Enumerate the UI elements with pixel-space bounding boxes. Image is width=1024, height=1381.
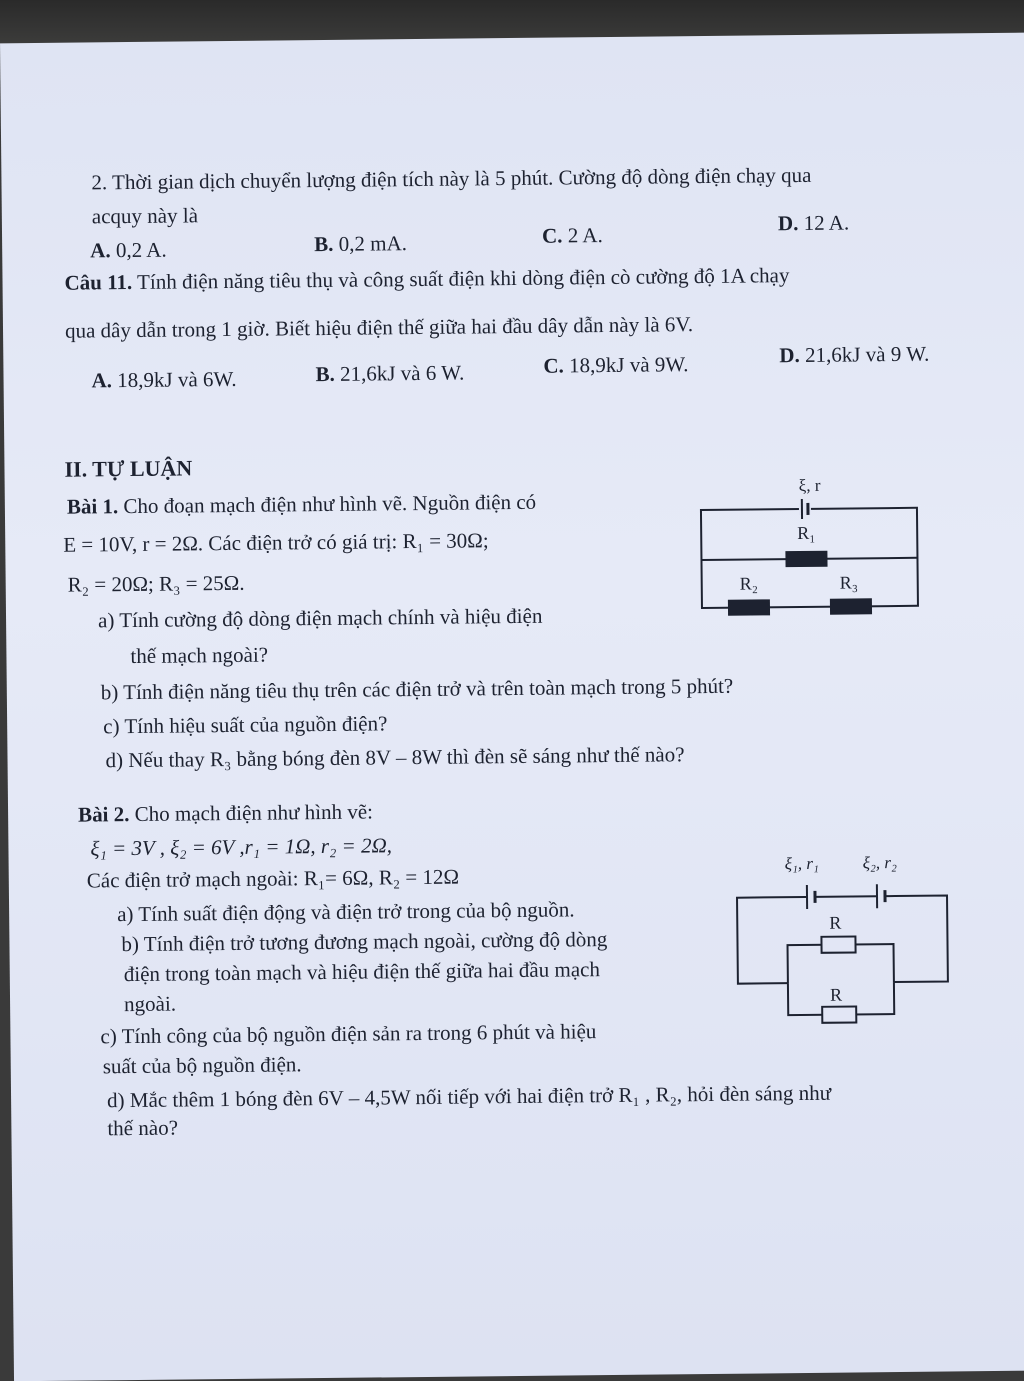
circuit-2-between-sources xyxy=(815,896,877,897)
circuit-2-source1-label: ξ₁, r₁ xyxy=(785,854,819,873)
bai2-part-d1: d) Mắc thêm 1 bóng đèn 6V – 4,5W nối tiếp với hai điện trở R₁ , R₂, hỏi đèn sáng như xyxy=(107,1081,831,1114)
circuit-2-source2-label: ξ₂, r₂ xyxy=(863,853,898,872)
q11-line1: Câu 11. Tính điện năng tiêu thụ và công suất điện khi dòng điện cò cường độ 1A chạy xyxy=(64,263,789,296)
q11-option-b: B. 21,6kJ và 6 W. xyxy=(315,361,464,388)
circuit-1-r2-label: R₂ xyxy=(740,573,758,593)
q11-option-a: A. 18,9kJ và 6W. xyxy=(91,367,236,394)
circuit-1-r3-label: R₃ xyxy=(840,572,858,592)
circuit-1-source-label: ξ, r xyxy=(799,476,821,495)
bai2-line2: ξ₁ = 3V , ξ₂ = 6V ,r₁ = 1Ω, r₂ = 2Ω, xyxy=(90,833,392,861)
q10-part2-line1: 2. Thời gian dịch chuyển lượng điện tích này là 5 phút. Cường độ dòng điện chạy qua xyxy=(91,163,811,196)
bai1-part-d: d) Nếu thay R₃ bằng bóng đèn 8V – 8W thì đèn sẽ sáng như thế nào? xyxy=(105,742,684,773)
bai2-part-b1: b) Tính điện trở tương đương mạch ngoài, cường độ dòng xyxy=(121,927,607,957)
q11-option-c: C. 18,9kJ và 9W. xyxy=(543,352,688,379)
q10-option-d: D. 12 A. xyxy=(778,210,849,236)
bai2-line3: Các điện trở mạch ngoài: R₁= 6Ω, R₂ = 12Ω xyxy=(87,865,460,894)
q10-option-a: A. 0,2 A. xyxy=(90,238,167,264)
circuit-diagram-2 xyxy=(726,833,958,1025)
circuit-1-r1 xyxy=(785,551,827,567)
bai1-line3: R₂ = 20Ω; R₃ = 25Ω. xyxy=(68,571,245,598)
circuit-2-left-wire xyxy=(737,897,806,984)
bai2-part-c2: suất của bộ nguồn điện. xyxy=(103,1052,302,1079)
q10-option-c: C. 2 A. xyxy=(542,223,603,249)
bai2-part-b3: ngoài. xyxy=(124,992,176,1018)
q10-part2-line2: acquy này là xyxy=(92,203,198,229)
bai2-part-b2: điện trong toàn mạch và hiệu điện thế giữa hai đầu mạch xyxy=(124,957,600,987)
q10-option-b: B. 0,2 mA. xyxy=(314,231,407,257)
circuit-diagram-1 xyxy=(693,466,935,619)
bai2-part-d2: thế nào? xyxy=(107,1116,178,1142)
bai1-part-a1: a) Tính cường độ dòng điện mạch chính và hiệu điện xyxy=(98,604,543,634)
bai1-line2: E = 10V, r = 2Ω. Các điện trở có giá trị: R₁ = 30Ω; xyxy=(63,528,489,558)
circuit-2-resistor-top xyxy=(821,936,855,952)
circuit-1-r3 xyxy=(830,598,872,614)
section-title: II. TỰ LUẬN xyxy=(64,455,192,483)
circuit-2-resistor-top-label: R xyxy=(829,913,841,933)
exam-sheet xyxy=(0,33,1024,1381)
bai1-part-a2: thế mạch ngoài? xyxy=(130,643,268,670)
bai1-part-c: c) Tính hiệu suất của nguồn điện? xyxy=(103,711,387,739)
q11-line2: qua dây dẫn trong 1 giờ. Biết hiệu điện thế giữa hai đầu dây dẫn này là 6V. xyxy=(65,312,693,344)
bai2-part-a: a) Tính suất điện động và điện trở trong của bộ nguồn. xyxy=(117,897,575,927)
circuit-1-r1-label: R₁ xyxy=(797,523,815,543)
q11-option-d: D. 21,6kJ và 9 W. xyxy=(779,342,929,369)
bai1-part-b: b) Tính điện năng tiêu thụ trên các điện trở và trên toàn mạch trong 5 phút? xyxy=(101,674,734,706)
circuit-2-right-wire xyxy=(893,895,948,982)
circuit-1-r2 xyxy=(728,599,770,615)
bai1-line1: Bài 1. Cho đoạn mạch điện như hình vẽ. Nguồn điện có xyxy=(67,490,536,520)
bai2-line1: Bài 2. Cho mạch điện như hình vẽ: xyxy=(78,799,373,827)
bai2-part-c1: c) Tính công của bộ nguồn điện sản ra trong 6 phút và hiệu xyxy=(100,1019,596,1049)
circuit-2-resistor-bottom xyxy=(822,1006,856,1022)
circuit-2-resistor-bottom-label: R xyxy=(830,985,842,1005)
